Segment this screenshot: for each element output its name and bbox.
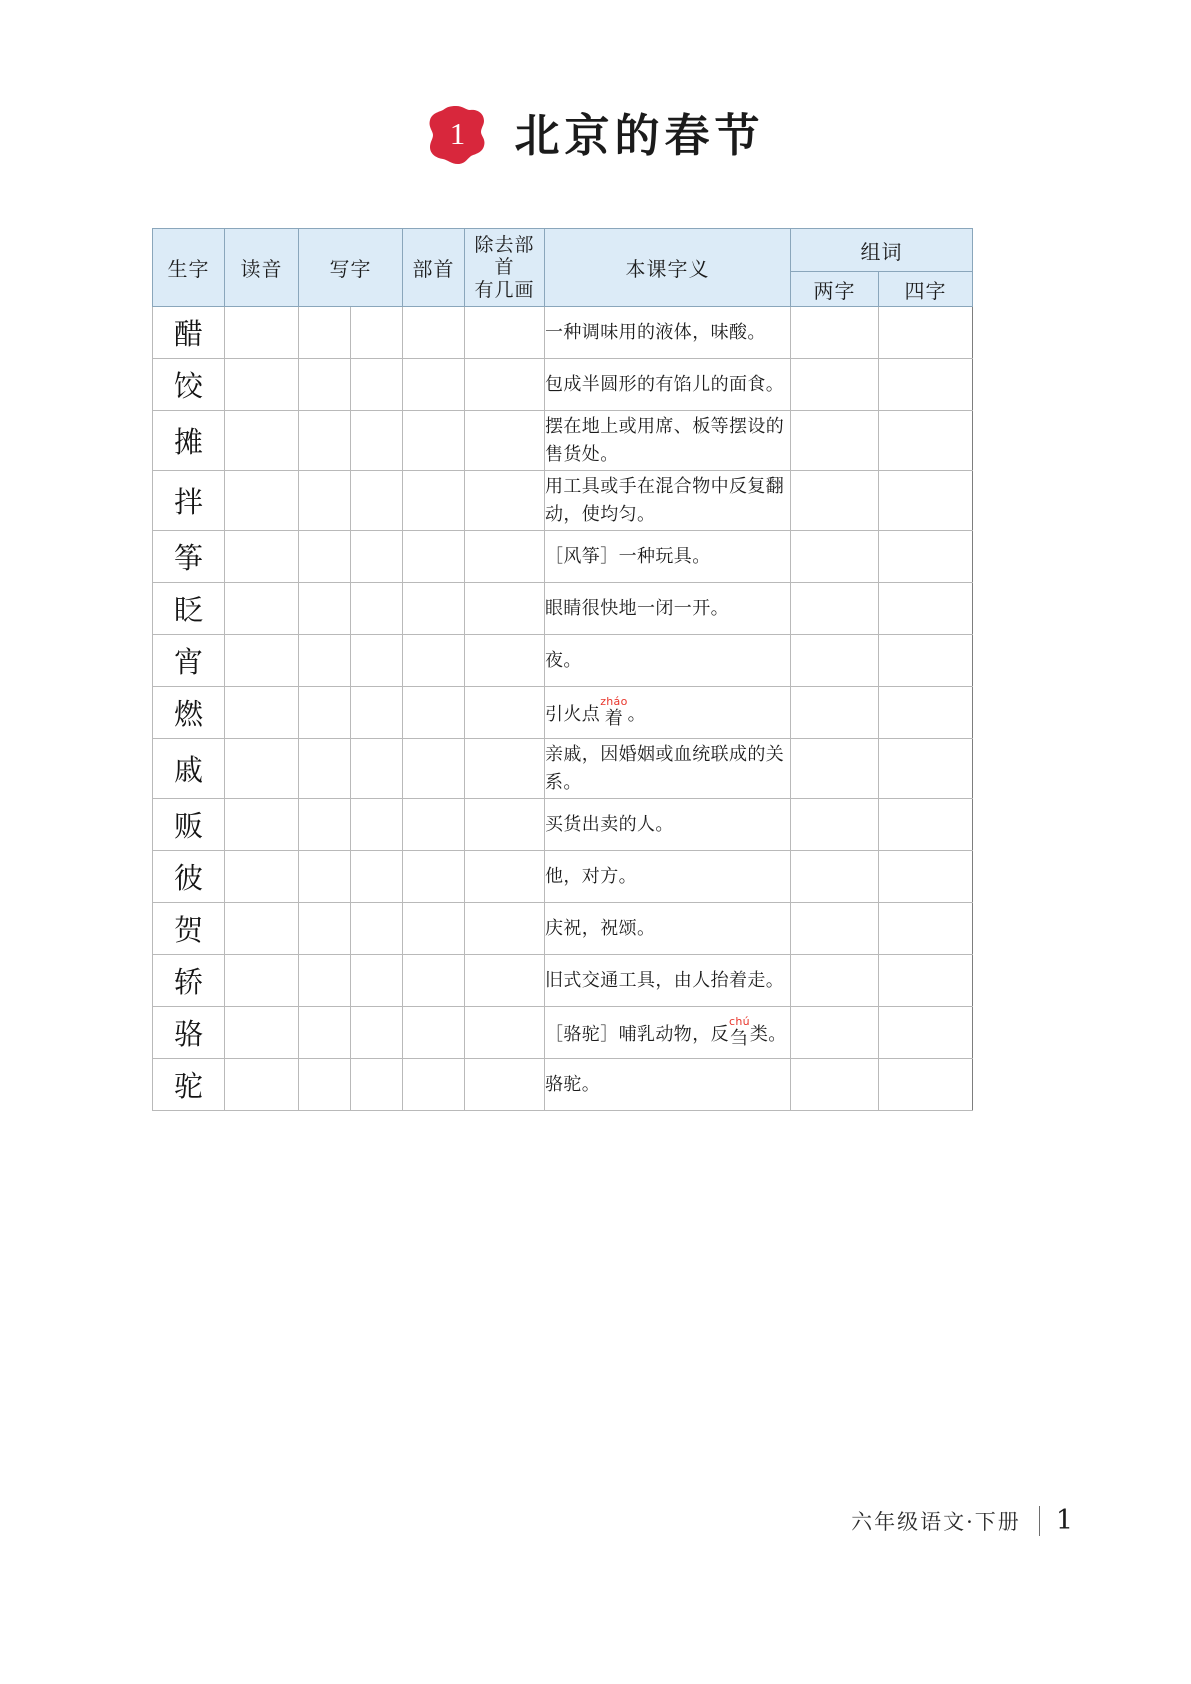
annotated-character: 刍 bbox=[730, 1028, 749, 1049]
cell-write-blank-1[interactable] bbox=[299, 1059, 351, 1111]
cell-strokes-blank[interactable] bbox=[465, 635, 545, 687]
cell-radical-blank[interactable] bbox=[403, 359, 465, 411]
cell-character: 戚 bbox=[153, 739, 225, 799]
cell-meaning bbox=[545, 687, 791, 739]
cell-words-four-blank[interactable] bbox=[879, 635, 973, 687]
cell-pinyin-blank[interactable] bbox=[225, 1007, 299, 1059]
column-header-words: 组词 bbox=[791, 229, 973, 272]
cell-character: 拌 bbox=[153, 471, 225, 531]
cell-write-blank-2[interactable] bbox=[351, 531, 403, 583]
cell-character: 驼 bbox=[153, 1059, 225, 1111]
cell-write-blank-1[interactable] bbox=[299, 531, 351, 583]
cell-pinyin-blank[interactable] bbox=[225, 307, 299, 359]
cell-strokes-blank[interactable] bbox=[465, 1007, 545, 1059]
cell-meaning: 庆祝，祝颂。 bbox=[545, 903, 791, 955]
cell-strokes-blank[interactable] bbox=[465, 307, 545, 359]
table-row bbox=[153, 635, 973, 687]
cell-radical-blank[interactable] bbox=[403, 687, 465, 739]
cell-strokes-blank[interactable] bbox=[465, 799, 545, 851]
pinyin-annotation-text: chú bbox=[729, 1015, 750, 1029]
cell-write-blank-2[interactable] bbox=[351, 635, 403, 687]
cell-meaning: 买货出卖的人。 bbox=[545, 799, 791, 851]
cell-strokes-blank[interactable] bbox=[465, 955, 545, 1007]
cell-radical-blank[interactable] bbox=[403, 903, 465, 955]
cell-meaning bbox=[545, 1007, 791, 1059]
column-header-strokes-line1: 除去部首 bbox=[474, 233, 535, 279]
cell-character: 贺 bbox=[153, 903, 225, 955]
cell-pinyin-blank[interactable] bbox=[225, 903, 299, 955]
cell-pinyin-blank[interactable] bbox=[225, 471, 299, 531]
cell-strokes-blank[interactable] bbox=[465, 903, 545, 955]
pinyin-annotation bbox=[729, 1016, 750, 1049]
table-row bbox=[153, 799, 973, 851]
cell-pinyin-blank[interactable] bbox=[225, 1059, 299, 1111]
cell-character: 贩 bbox=[153, 799, 225, 851]
cell-write-blank-2[interactable] bbox=[351, 687, 403, 739]
cell-words-two-blank[interactable] bbox=[791, 955, 879, 1007]
cell-meaning: 夜。 bbox=[545, 635, 791, 687]
cell-write-blank-2[interactable] bbox=[351, 903, 403, 955]
column-header-radical: 部首 bbox=[403, 229, 465, 307]
cell-words-four-blank[interactable] bbox=[879, 687, 973, 739]
cell-words-two-blank[interactable] bbox=[791, 851, 879, 903]
pinyin-annotation-text: zháo bbox=[600, 695, 628, 709]
cell-words-two-blank[interactable] bbox=[791, 739, 879, 799]
cell-words-four-blank[interactable] bbox=[879, 851, 973, 903]
cell-character: 宵 bbox=[153, 635, 225, 687]
cell-radical-blank[interactable] bbox=[403, 1059, 465, 1111]
table-row bbox=[153, 739, 973, 799]
annotated-character: 着 bbox=[604, 708, 624, 729]
cell-strokes-blank[interactable] bbox=[465, 687, 545, 739]
cell-write-blank-1[interactable] bbox=[299, 471, 351, 531]
cell-meaning: 旧式交通工具，由人抬着走。 bbox=[545, 955, 791, 1007]
character-table bbox=[152, 228, 973, 1111]
cell-character: 燃 bbox=[153, 687, 225, 739]
cell-radical-blank[interactable] bbox=[403, 851, 465, 903]
table-row bbox=[153, 583, 973, 635]
cell-meaning: 用工具或手在混合物中反复翻动，使均匀。 bbox=[545, 471, 791, 531]
cell-words-two-blank[interactable] bbox=[791, 411, 879, 471]
cell-write-blank-2[interactable] bbox=[351, 583, 403, 635]
footer-divider bbox=[1039, 1506, 1040, 1536]
page-number: 1 bbox=[1055, 1505, 1073, 1536]
cell-pinyin-blank[interactable] bbox=[225, 739, 299, 799]
cell-pinyin-blank[interactable] bbox=[225, 635, 299, 687]
column-header-char: 生字 bbox=[153, 229, 225, 307]
column-header-write: 写字 bbox=[299, 229, 403, 307]
cell-words-four-blank[interactable] bbox=[879, 739, 973, 799]
cell-write-blank-1[interactable] bbox=[299, 307, 351, 359]
cell-write-blank-2[interactable] bbox=[351, 1007, 403, 1059]
cell-words-four-blank[interactable] bbox=[879, 359, 973, 411]
cell-words-two-blank[interactable] bbox=[791, 471, 879, 531]
cell-write-blank-2[interactable] bbox=[351, 799, 403, 851]
cell-radical-blank[interactable] bbox=[403, 1007, 465, 1059]
cell-strokes-blank[interactable] bbox=[465, 531, 545, 583]
cell-radical-blank[interactable] bbox=[403, 411, 465, 471]
cell-write-blank-1[interactable] bbox=[299, 955, 351, 1007]
cell-pinyin-blank[interactable] bbox=[225, 359, 299, 411]
cell-radical-blank[interactable] bbox=[403, 955, 465, 1007]
cell-write-blank-1[interactable] bbox=[299, 799, 351, 851]
table-row bbox=[153, 955, 973, 1007]
cell-words-four-blank[interactable] bbox=[879, 307, 973, 359]
cell-strokes-blank[interactable] bbox=[465, 739, 545, 799]
cell-meaning: 眼睛很快地一闭一开。 bbox=[545, 583, 791, 635]
cell-write-blank-1[interactable] bbox=[299, 739, 351, 799]
cell-write-blank-2[interactable] bbox=[351, 955, 403, 1007]
table-row bbox=[153, 531, 973, 583]
pinyin-annotation bbox=[600, 696, 627, 729]
cell-words-two-blank[interactable] bbox=[791, 799, 879, 851]
cell-radical-blank[interactable] bbox=[403, 739, 465, 799]
cell-words-four-blank[interactable] bbox=[879, 799, 973, 851]
cell-meaning: 骆驼。 bbox=[545, 1059, 791, 1111]
cell-words-four-blank[interactable] bbox=[879, 1007, 973, 1059]
column-header-pinyin: 读音 bbox=[225, 229, 299, 307]
cell-write-blank-1[interactable] bbox=[299, 583, 351, 635]
cell-words-two-blank[interactable] bbox=[791, 1059, 879, 1111]
table-row bbox=[153, 411, 973, 471]
table-body bbox=[153, 307, 973, 1111]
cell-words-four-blank[interactable] bbox=[879, 903, 973, 955]
lesson-number-badge bbox=[426, 104, 488, 166]
footer-label: 六年级语文·下册 bbox=[851, 1509, 1021, 1534]
cell-write-blank-2[interactable] bbox=[351, 471, 403, 531]
cell-meaning: 摆在地上或用席、板等摆设的售货处。 bbox=[545, 411, 791, 471]
table-row bbox=[153, 1007, 973, 1059]
cell-strokes-blank[interactable] bbox=[465, 411, 545, 471]
character-table-wrapper bbox=[152, 228, 972, 1111]
cell-meaning: ［风筝］一种玩具。 bbox=[545, 531, 791, 583]
cell-pinyin-blank[interactable] bbox=[225, 687, 299, 739]
cell-meaning: 亲戚，因婚姻或血统联成的关系。 bbox=[545, 739, 791, 799]
cell-pinyin-blank[interactable] bbox=[225, 531, 299, 583]
cell-character: 骆 bbox=[153, 1007, 225, 1059]
cell-strokes-blank[interactable] bbox=[465, 851, 545, 903]
cell-write-blank-2[interactable] bbox=[351, 307, 403, 359]
cell-radical-blank[interactable] bbox=[403, 307, 465, 359]
cell-radical-blank[interactable] bbox=[403, 635, 465, 687]
cell-words-two-blank[interactable] bbox=[791, 359, 879, 411]
cell-character: 轿 bbox=[153, 955, 225, 1007]
cell-words-four-blank[interactable] bbox=[879, 583, 973, 635]
cell-write-blank-1[interactable] bbox=[299, 851, 351, 903]
table-row bbox=[153, 471, 973, 531]
cell-words-four-blank[interactable] bbox=[879, 411, 973, 471]
cell-words-two-blank[interactable] bbox=[791, 583, 879, 635]
table-row bbox=[153, 307, 973, 359]
cell-write-blank-1[interactable] bbox=[299, 411, 351, 471]
page-footer bbox=[851, 1505, 1073, 1536]
cell-character: 眨 bbox=[153, 583, 225, 635]
cell-pinyin-blank[interactable] bbox=[225, 799, 299, 851]
cell-radical-blank[interactable] bbox=[403, 531, 465, 583]
table-row bbox=[153, 359, 973, 411]
cell-write-blank-2[interactable] bbox=[351, 1059, 403, 1111]
cell-strokes-blank[interactable] bbox=[465, 471, 545, 531]
cell-strokes-blank[interactable] bbox=[465, 583, 545, 635]
cell-strokes-blank[interactable] bbox=[465, 359, 545, 411]
cell-write-blank-1[interactable] bbox=[299, 1007, 351, 1059]
cell-strokes-blank[interactable] bbox=[465, 1059, 545, 1111]
column-header-words-four: 四字 bbox=[879, 272, 973, 307]
cell-write-blank-1[interactable] bbox=[299, 359, 351, 411]
cell-character: 彼 bbox=[153, 851, 225, 903]
column-header-words-two: 两字 bbox=[791, 272, 879, 307]
cell-pinyin-blank[interactable] bbox=[225, 955, 299, 1007]
cell-meaning: 包成半圆形的有馅儿的面食。 bbox=[545, 359, 791, 411]
cell-character: 饺 bbox=[153, 359, 225, 411]
cell-words-four-blank[interactable] bbox=[879, 471, 973, 531]
cell-write-blank-1[interactable] bbox=[299, 687, 351, 739]
cell-pinyin-blank[interactable] bbox=[225, 851, 299, 903]
cell-character: 筝 bbox=[153, 531, 225, 583]
cell-meaning: 他，对方。 bbox=[545, 851, 791, 903]
cell-radical-blank[interactable] bbox=[403, 583, 465, 635]
cell-pinyin-blank[interactable] bbox=[225, 411, 299, 471]
cell-character: 醋 bbox=[153, 307, 225, 359]
page-title bbox=[0, 104, 1191, 166]
cell-words-two-blank[interactable] bbox=[791, 687, 879, 739]
cell-words-two-blank[interactable] bbox=[791, 635, 879, 687]
meaning-text: ［骆驼］哺乳动物，反 chú 刍 类。 bbox=[545, 1015, 787, 1049]
cell-write-blank-2[interactable] bbox=[351, 739, 403, 799]
cell-write-blank-1[interactable] bbox=[299, 903, 351, 955]
cell-pinyin-blank[interactable] bbox=[225, 583, 299, 635]
cell-words-two-blank[interactable] bbox=[791, 1007, 879, 1059]
cell-words-two-blank[interactable] bbox=[791, 307, 879, 359]
table-row bbox=[153, 1059, 973, 1111]
cell-write-blank-2[interactable] bbox=[351, 359, 403, 411]
cell-write-blank-1[interactable] bbox=[299, 635, 351, 687]
cell-write-blank-2[interactable] bbox=[351, 851, 403, 903]
column-header-strokes bbox=[465, 229, 545, 307]
table-row bbox=[153, 687, 973, 739]
cell-radical-blank[interactable] bbox=[403, 799, 465, 851]
cell-words-two-blank[interactable] bbox=[791, 531, 879, 583]
column-header-meaning: 本课字义 bbox=[545, 229, 791, 307]
table-header bbox=[153, 229, 973, 307]
lesson-title: 北京的春节 bbox=[514, 108, 765, 162]
cell-words-four-blank[interactable] bbox=[879, 1059, 973, 1111]
cell-words-four-blank[interactable] bbox=[879, 955, 973, 1007]
column-header-strokes-line2: 有几画 bbox=[474, 278, 535, 301]
cell-write-blank-2[interactable] bbox=[351, 411, 403, 471]
cell-radical-blank[interactable] bbox=[403, 471, 465, 531]
cell-words-four-blank[interactable] bbox=[879, 531, 973, 583]
meaning-text: 引火点 zháo 着 。 bbox=[545, 695, 647, 729]
cell-meaning: 一种调味用的液体，味酸。 bbox=[545, 307, 791, 359]
table-row bbox=[153, 851, 973, 903]
cell-words-two-blank[interactable] bbox=[791, 903, 879, 955]
cell-character: 摊 bbox=[153, 411, 225, 471]
lesson-number: 1 bbox=[449, 116, 466, 151]
table-row bbox=[153, 903, 973, 955]
